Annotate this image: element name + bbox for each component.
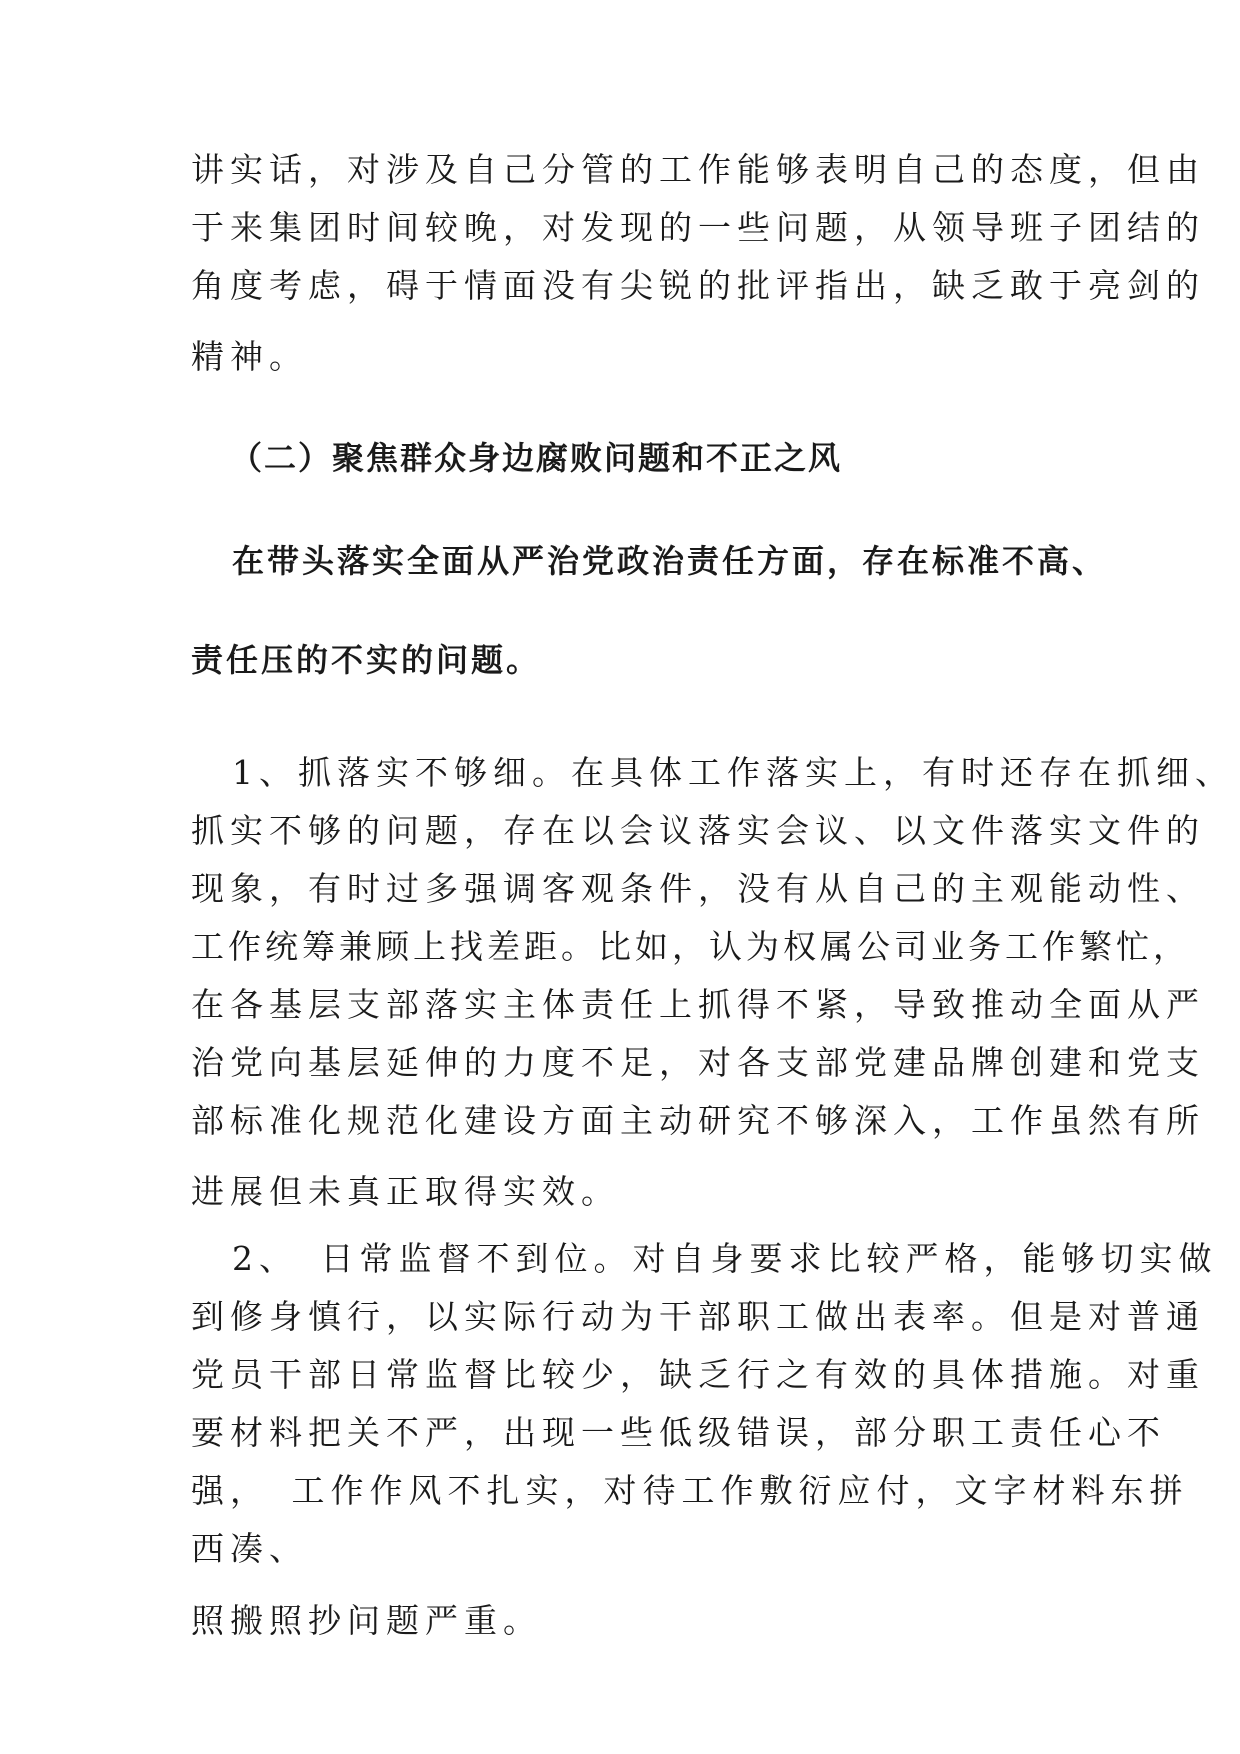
paragraph1-line-1: 讲实话，对涉及自己分管的工作能够表明自己的态度，但由: [191, 150, 1205, 189]
item2-line-2: 到修身慎行，以实际行动为干部职工做出表率。但是对普通: [191, 1297, 1205, 1336]
item2-line-5: 强， 工作作风不扎实，对待工作敷衍应付，文字材料东拼: [191, 1471, 1189, 1510]
item1-line-5: 在各基层支部落实主体责任上抓得不紧，导致推动全面从严: [191, 985, 1205, 1024]
paragraph1-line-2: 于来集团时间较晚，对发现的一些问题，从领导班子团结的: [191, 208, 1205, 247]
item2-line-4: 要材料把关不严，出现一些低级错误，部分职工责任心不: [191, 1413, 1166, 1452]
item1-line-4: 工作统筹兼顾上找差距。比如，认为权属公司业务工作繁忙，: [191, 927, 1190, 966]
item1-line-7: 部标准化规范化建设方面主动研究不够深入，工作虽然有所: [191, 1101, 1205, 1140]
item2-line-7: 照搬照抄问题严重。: [191, 1601, 542, 1640]
item1-line-3: 现象，有时过多强调客观条件，没有从自己的主观能动性、: [191, 869, 1205, 908]
bold-paragraph-line-2: 责任压的不实的问题。: [191, 641, 542, 679]
section-heading: （二）聚焦群众身边腐败问题和不正之风: [230, 439, 843, 477]
item1-line-8: 进展但未真正取得实效。: [191, 1172, 620, 1211]
item2-line-6: 西凑、: [191, 1529, 308, 1568]
paragraph1-line-3: 角度考虑，碍于情面没有尖锐的批评指出，缺乏敢于亮剑的: [191, 266, 1205, 305]
item1-line-1: 1、抓落实不够细。在具体工作落实上，有时还存在抓细、: [232, 753, 1234, 792]
item1-line-6: 治党向基层延伸的力度不足，对各支部党建品牌创建和党支: [191, 1043, 1205, 1082]
item1-line-2: 抓实不够的问题，存在以会议落实会议、以文件落实文件的: [191, 811, 1205, 850]
bold-paragraph-line-1: 在带头落实全面从严治党政治责任方面，存在标准不高、: [232, 542, 1108, 580]
paragraph1-line-4: 精神。: [191, 337, 308, 376]
item2-line-1: 2、 日常监督不到位。对自身要求比较严格，能够切实做: [232, 1239, 1218, 1278]
item2-line-3: 党员干部日常监督比较少，缺乏行之有效的具体措施。对重: [191, 1355, 1205, 1394]
